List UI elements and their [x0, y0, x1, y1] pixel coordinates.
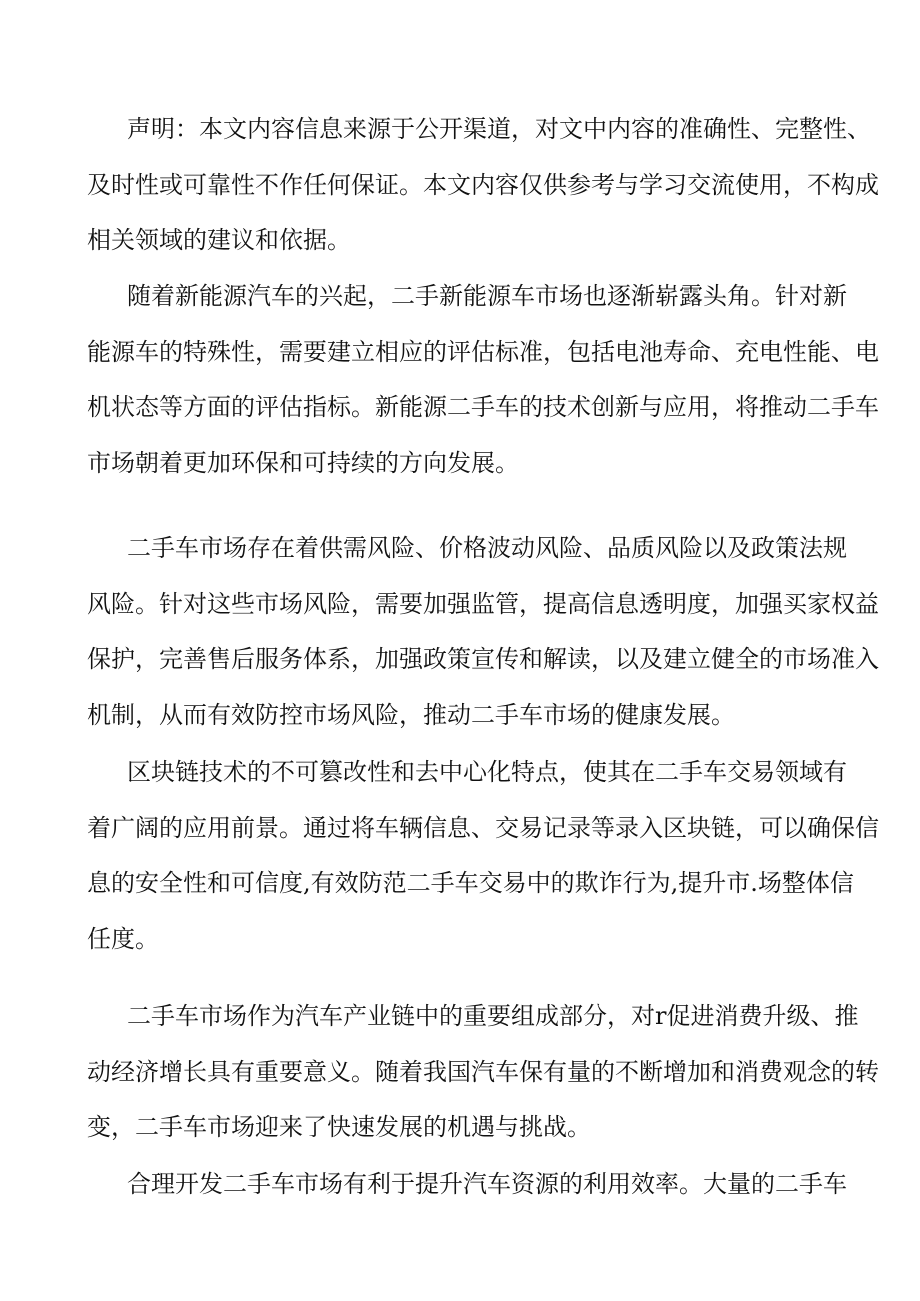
paragraph-line: 二手车市场存在着供需风险、价格波动风险、品质风险以及政策法规	[127, 534, 847, 562]
paragraph	[87, 521, 879, 743]
paragraph-line: 市场朝着更加环保和可持续的方向发展。	[87, 448, 519, 477]
paragraph-line: 机状态等方面的评估指标。新能源二手车的技术创新与应用，将推动二手车	[87, 393, 879, 421]
paragraph-line: 变，二手车市场迎来了快速发展的机遇与挑战。	[87, 1113, 591, 1141]
paragraph-line: 息的安全性和可信度,有效防范二手车交易中的欺诈行为,提升市.场整体信	[87, 869, 854, 897]
paragraph	[87, 1157, 847, 1213]
paragraph-line: 能源车的特殊性，需要建立相应的评估标准，包括电池寿命、充电性能、电	[87, 337, 879, 366]
paragraph-line: 声明：本文内容信息来源于公开渠道，对文中内容的准确性、完整性、	[127, 115, 871, 143]
paragraph-line: 动经济增长具有重要意义。随着我国汽车保有量的不断增加和消费观念的转	[87, 1057, 879, 1086]
paragraph-line: 保护，完善售后服务体系，加强政策宣传和解读，以及建立健全的市场准入	[87, 645, 879, 673]
paragraph	[87, 102, 879, 269]
paragraph-line: 风险。针对这些市场风险，需要加强监管，提高信息透明度，加强买家权益	[87, 589, 879, 618]
paragraph-line: 区块链技术的不可篡改性和去中心化特点，使其在二手车交易领域有	[127, 758, 847, 786]
paragraph-line: 及时性或可靠性不作任何保证。本文内容仅供参考与学习交流使用，不构成	[87, 170, 879, 199]
paragraph-line: 合理开发二手车市场有利于提升汽车资源的利用效率。大量的二手车	[127, 1170, 847, 1198]
paragraph-line: 相关领域的建议和依据。	[87, 226, 351, 254]
paragraph-line: 二手车市场作为汽车产业链中的重要组成部分，对r促进消费升级、推	[127, 1002, 859, 1030]
paragraph	[87, 745, 879, 967]
paragraph-line: 着广阔的应用前景。通过将车辆信息、交易记录等录入区块链，可以确保信	[87, 813, 879, 842]
paragraph-line: 随着新能源汽车的兴起，二手新能源车市场也逐渐崭露头角。针对新	[127, 282, 847, 310]
paragraph-line: 任度。	[87, 924, 159, 953]
paragraph	[87, 269, 879, 491]
paragraph-line: 机制，从而有效防控市场风险，推动二手车市场的健康发展。	[87, 700, 735, 729]
paragraph	[87, 989, 879, 1156]
